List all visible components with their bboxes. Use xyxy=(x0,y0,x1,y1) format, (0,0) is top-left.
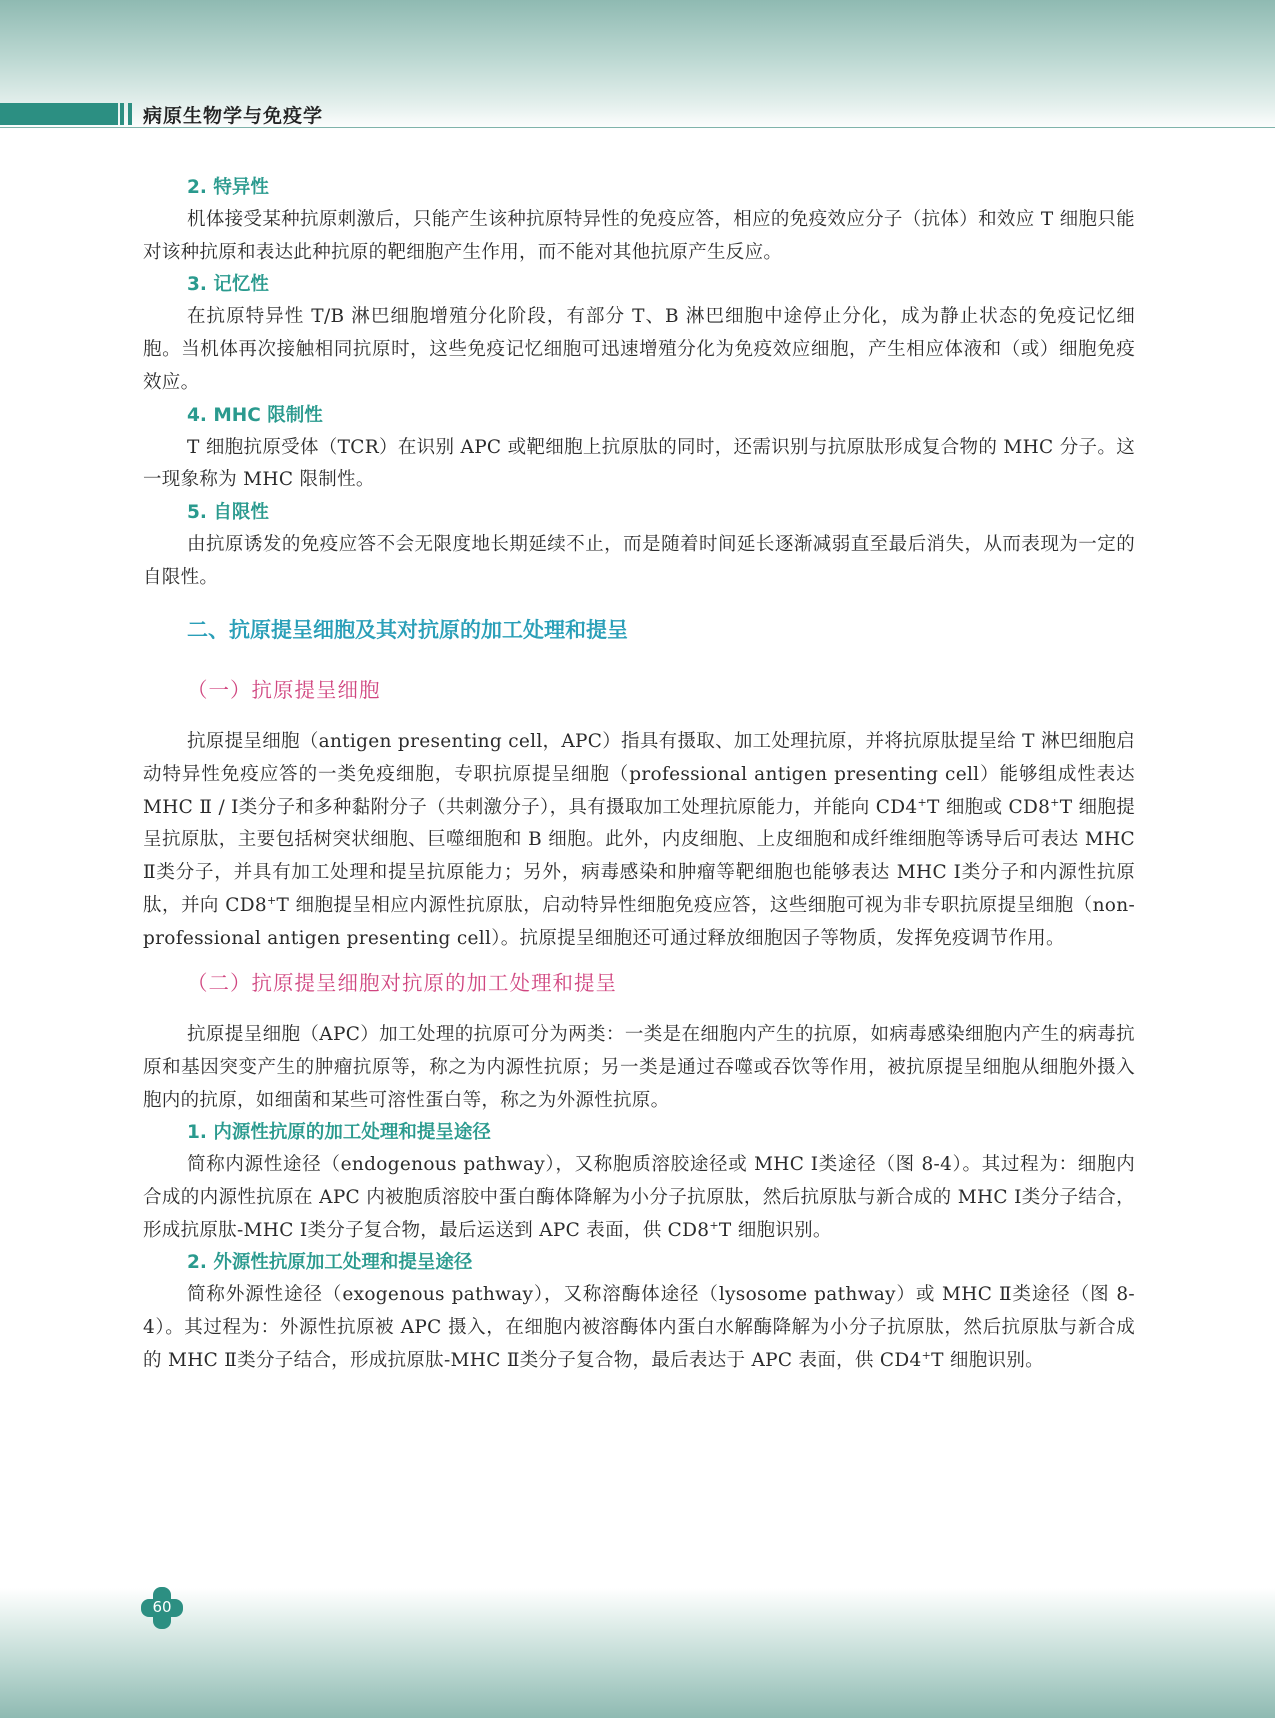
heading-specificity: 2. 特异性 xyxy=(187,177,269,198)
heading-self-limiting: 5. 自限性 xyxy=(187,501,269,523)
section-heading-apc: 二、抗原提呈细胞及其对抗原的加工处理和提呈 xyxy=(187,618,628,643)
header-accent-bar xyxy=(0,103,118,125)
heading-exogenous: 2. 外源性抗原加工处理和提呈途径 xyxy=(187,1252,473,1274)
para-self-limiting: 由抗原诱发的免疫应答不会无限度地长期延续不止，而是随着时间延长逐渐减弱直至最后消失，从而表现为一定的自限性。 xyxy=(143,533,1135,588)
para-processing: 抗原提呈细胞（APC）加工处理的抗原可分为两类：一类是在细胞内产生的抗原，如病毒感染细胞内产生的病毒抗原和基因突变产生的肿瘤抗原等，称之为内源性抗原；另一类是通过吞噬或吞饮等作用，被抗原提呈细胞从细胞外摄入胞内的抗原，如细菌和某些可溶性蛋白等，称之为外源性抗原。 xyxy=(143,1024,1135,1111)
heading-memory: 3. 记忆性 xyxy=(187,274,269,296)
book-title: 病原生物学与免疫学 xyxy=(143,105,324,127)
header-stripes xyxy=(120,103,134,125)
page-number: 60 xyxy=(152,1598,172,1616)
subsection-heading-apc: （一）抗原提呈细胞 xyxy=(187,678,381,703)
para-endogenous: 简称内源性途径（endogenous pathway），又称胞质溶胶途径或 MHC Ⅰ类途径（图 8-4）。其过程为：细胞内合成的内源性抗原在 APC 内被胞质溶胶中蛋白酶体降解为小分子抗原肽，然后抗原肽与新合成的 MHC Ⅰ类分子结合，形成抗原肽-MHC Ⅰ类分子复合物，最后运送到 APC 表面，供 CD8+T 细胞识别。 xyxy=(143,1154,1135,1241)
footer-background xyxy=(0,1588,1275,1718)
para-apc: 抗原提呈细胞（antigen presenting cell，APC）指具有摄取、加工处理抗原，并将抗原肽提呈给 T 淋巴细胞启动特异性免疫应答的一类免疫细胞，专职抗原提呈细胞（professional antigen presenting cell）能够组成性表达 MHC Ⅱ / Ⅰ类分子和多种黏附分子（共刺激分子），具有摄取加工处理抗原能力，并能向 CD4+T 细胞或 CD8+T 细胞提呈抗原肽，主要包括树突状细胞、巨噬细胞和 B 细胞。此外，内皮细胞、上皮细胞和成纤维细胞等诱导后可表达 MHC Ⅱ类分子，并具有加工处理和提呈抗原能力；另外，病毒感染和肿瘤等靶细胞也能够表达 MHC Ⅰ类分子和内源性抗原肽，并向 CD8+T 细胞提呈相应内源性抗原肽，启动特异性细胞免疫应答，这些细胞可视为非专职抗原提呈细胞（non-professional antigen presenting cell）。抗原提呈细胞还可通过释放细胞因子等物质，发挥免疫调节作用。 xyxy=(143,731,1135,949)
para-memory: 在抗原特异性 T/B 淋巴细胞增殖分化阶段，有部分 T、B 淋巴细胞中途停止分化，成为静止状态的免疫记忆细胞。当机体再次接触相同抗原时，这些免疫记忆细胞可迅速增殖分化为免疫效应细胞，产生相应体液和（或）细胞免疫效应。 xyxy=(143,306,1135,393)
page-content xyxy=(143,172,1135,1378)
header-divider xyxy=(0,127,1275,128)
heading-endogenous: 1. 内源性抗原的加工处理和提呈途径 xyxy=(187,1122,491,1144)
para-specificity: 机体接受某种抗原刺激后，只能产生该种抗原特异性的免疫应答，相应的免疫效应分子（抗体）和效应 T 细胞只能对该种抗原和表达此种抗原的靶细胞产生作用，而不能对其他抗原产生反应。 xyxy=(143,209,1135,263)
para-mhc-restriction: T 细胞抗原受体（TCR）在识别 APC 或靶细胞上抗原肽的同时，还需识别与抗原肽形成复合物的 MHC 分子。这一现象称为 MHC 限制性。 xyxy=(143,436,1135,491)
heading-mhc-restriction: 4. MHC 限制性 xyxy=(187,404,323,426)
subsection-heading-processing: （二）抗原提呈细胞对抗原的加工处理和提呈 xyxy=(187,971,617,996)
para-exogenous: 简称外源性途径（exogenous pathway），又称溶酶体途径（lysosome pathway）或 MHC Ⅱ类途径（图 8-4）。其过程为：外源性抗原被 APC 摄入，在细胞内被溶酶体内蛋白水解酶降解为小分子抗原肽，然后抗原肽与新合成的 MHC Ⅱ类分子结合，形成抗原肽-MHC Ⅱ类分子复合物，最后表达于 APC 表面，供 CD4+T 细胞识别。 xyxy=(143,1284,1135,1371)
